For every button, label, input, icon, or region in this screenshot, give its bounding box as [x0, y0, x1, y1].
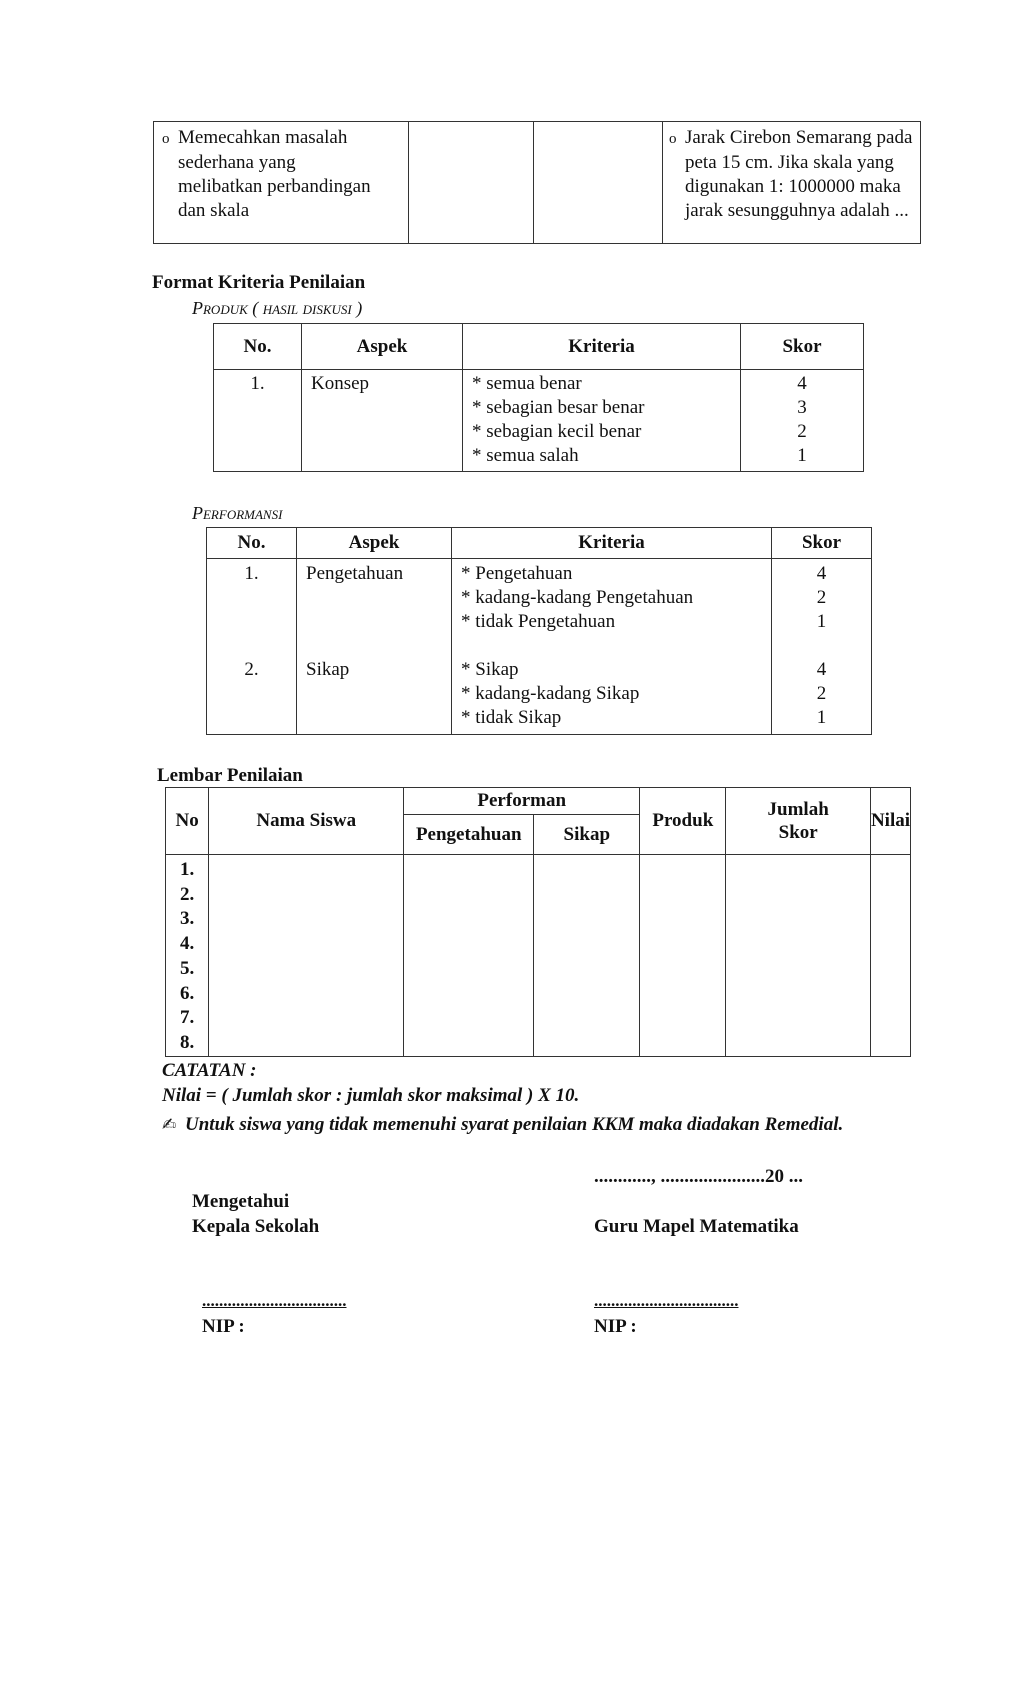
empty-cell: [404, 855, 534, 1057]
empty-cell: [726, 855, 871, 1057]
nip-right: NIP :: [594, 1316, 637, 1337]
top-empty-cell: [409, 122, 534, 244]
top-right-cell: o Jarak Cirebon Semarang pada peta 15 cm. Jika skala yang digunakan 1: 1000000 maka jarak sesungguhnya adalah ...: [663, 122, 921, 244]
table-row: [166, 855, 911, 1057]
lembar-heading: Lembar Penilaian: [157, 765, 303, 786]
empty-cell: [640, 855, 726, 1057]
row-numbers: 1. 2. 3. 4. 5. 6. 7. 8.: [166, 855, 209, 1057]
row-aspek: Pengetahuan Sikap: [297, 559, 452, 735]
top-empty-cell: [534, 122, 663, 244]
signature-line-right: ..................................: [594, 1291, 739, 1310]
col-header: No.: [207, 528, 297, 559]
empty-cell: [209, 855, 404, 1057]
kepala-sekolah-label: Kepala Sekolah: [192, 1216, 320, 1237]
produk-heading: Produk ( hasil diskusi ): [192, 298, 363, 318]
col-header: Aspek: [297, 528, 452, 559]
empty-cell: [534, 855, 640, 1057]
row-skor: 4 3 2 1: [741, 370, 864, 472]
catatan-formula: Nilai = ( Jumlah skor : jumlah skor maksimal ) X 10.: [162, 1085, 580, 1106]
col-header: Nama Siswa: [209, 788, 404, 855]
col-header: Performan: [404, 788, 640, 815]
bullet-icon: o: [162, 131, 170, 147]
row-no: 1. 2.: [207, 559, 297, 735]
row-aspek: Konsep: [302, 370, 463, 472]
guru-mapel-label: Guru Mapel Matematika: [594, 1216, 799, 1237]
col-header: Sikap: [534, 815, 640, 855]
col-header: Produk: [640, 788, 726, 855]
col-header: Skor: [772, 528, 872, 559]
row-kriteria: * Pengetahuan * kadang-kadang Pengetahuan * tidak Pengetahuan * Sikap * kadang-kadang Sikap * tidak Sikap: [452, 559, 772, 735]
table-row: [214, 370, 864, 472]
format-heading: Format Kriteria Penilaian: [152, 272, 366, 293]
row-kriteria: * semua benar * sebagian besar benar * sebagian kecil benar * semua salah: [463, 370, 741, 472]
signature-line-left: ..................................: [202, 1291, 347, 1310]
performansi-table: [206, 527, 872, 735]
catatan-label: CATATAN :: [162, 1060, 257, 1081]
col-header: Nilai: [870, 788, 910, 855]
row-no: 1.: [214, 370, 302, 472]
top-table: [153, 121, 921, 244]
col-header: No: [166, 788, 209, 855]
col-header: Aspek: [302, 324, 463, 370]
nip-left: NIP :: [202, 1316, 245, 1337]
col-header: Jumlah Skor: [726, 788, 871, 855]
performansi-heading: Performansi: [192, 503, 283, 523]
table-row: [207, 559, 872, 735]
row-skor: 4 2 1 4 2 1: [772, 559, 872, 735]
bullet-icon: o: [669, 131, 677, 147]
top-left-cell: o Memecahkan masalah sederhana yang melibatkan perbandingan dan skala: [154, 122, 409, 244]
mengetahui-label: Mengetahui: [192, 1191, 290, 1212]
signature-date: ............, ......................20 ...: [594, 1166, 803, 1187]
col-header: Pengetahuan: [404, 815, 534, 855]
col-header: Kriteria: [452, 528, 772, 559]
produk-table: [213, 323, 864, 472]
empty-cell: [870, 855, 910, 1057]
writing-hand-icon: ✍: [162, 1115, 177, 1135]
lembar-table: [165, 787, 911, 1057]
col-header: Kriteria: [463, 324, 741, 370]
remedial-line: ✍ Untuk siswa yang tidak memenuhi syarat penilaian KKM maka diadakan Remedial.: [162, 1114, 844, 1135]
col-header: No.: [214, 324, 302, 370]
col-header: Skor: [741, 324, 864, 370]
